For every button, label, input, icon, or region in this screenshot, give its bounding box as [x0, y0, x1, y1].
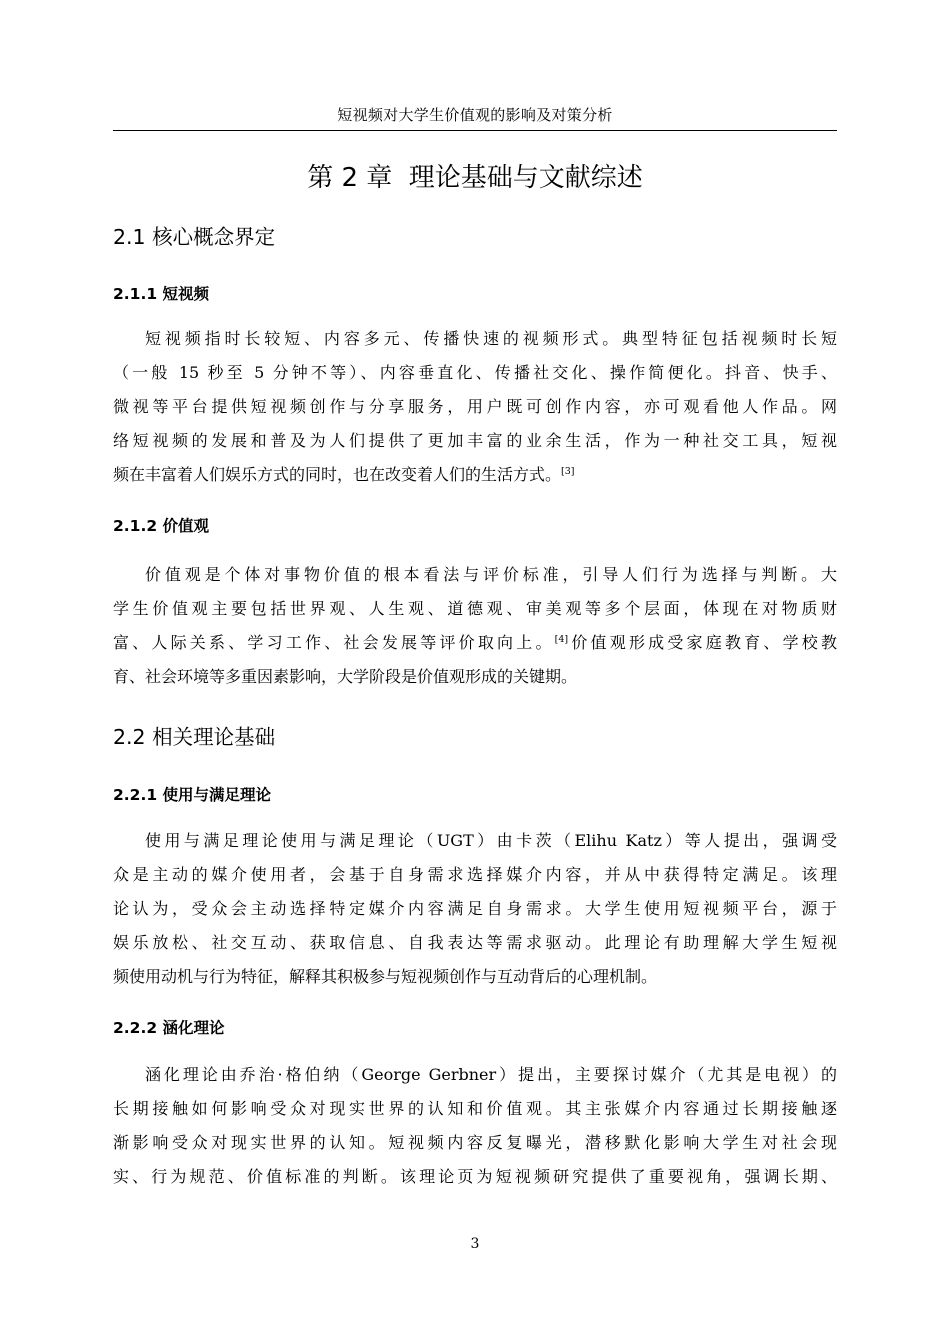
header-rule — [113, 130, 837, 131]
paragraph-line: 众是主动的媒介使用者，会基于自身需求选择媒介内容，并从中获得特定满足。该理 — [113, 865, 837, 884]
paragraph-line: 娱乐放松、社交互动、获取信息、自我表达等需求驱动。此理论有助理解大学生短视 — [113, 933, 837, 952]
paragraph-short-video — [113, 322, 837, 492]
section-heading-2-2: 2.2 相关理论基础 — [113, 725, 276, 749]
paragraph-uses-gratifications — [113, 824, 837, 994]
paragraph-line — [113, 458, 837, 492]
paragraph-line: （一般 15 秒至 5 分钟不等）、内容垂直化、传播社交化、操作简便化。抖音、快手、 — [113, 363, 837, 382]
citation-marker: [3] — [561, 466, 575, 477]
running-header: 短视频对大学生价值观的影响及对策分析 — [337, 106, 613, 124]
paragraph-line: 长期接触如何影响受众对现实世界的认知和价值观。其主张媒介内容通过长期接触逐 — [113, 1099, 837, 1118]
subsection-heading-2-2-2: 2.2.2 涵化理论 — [113, 1019, 225, 1037]
subsection-heading-2-1-1: 2.1.1 短视频 — [113, 285, 210, 303]
paragraph-line: 短视频指时长较短、内容多元、传播快速的视频形式。典型特征包括视频时长短 — [145, 329, 837, 348]
paragraph-line-text: 价值观形成受家庭教育、学校教 — [568, 633, 837, 652]
paragraph-line: 学生价值观主要包括世界观、人生观、道德观、审美观等多个层面，体现在对物质财 — [113, 599, 837, 618]
page-number: 3 — [470, 1236, 480, 1252]
paragraph-line: 络短视频的发展和普及为人们提供了更加丰富的业余生活，作为一种社交工具，短视 — [113, 431, 837, 450]
paragraph-line: 微视等平台提供短视频创作与分享服务，用户既可创作内容，亦可观看他人作品。网 — [113, 397, 837, 416]
paragraph-line: 涵化理论由乔治·格伯纳（George Gerbner）提出，主要探讨媒介（尤其是电视）的 — [145, 1065, 837, 1084]
paragraph-line: 育、社会环境等多重因素影响，大学阶段是价值观形成的关键期。 — [113, 667, 578, 686]
citation-marker: [4] — [554, 634, 569, 645]
paragraph-line: 实、行为规范、价值标准的判断。该理论页为短视频研究提供了重要视角，强调长期、 — [113, 1167, 837, 1186]
subsection-heading-2-1-2: 2.1.2 价值观 — [113, 517, 210, 535]
paragraph-line: 论认为，受众会主动选择特定媒介内容满足自身需求。大学生使用短视频平台，源于 — [113, 899, 837, 918]
paragraph-line — [113, 626, 837, 660]
paragraph-cultivation-theory — [113, 1058, 837, 1194]
paragraph-line-text: 富、人际关系、学习工作、社会发展等评价取向上。 — [113, 633, 555, 652]
chapter-title: 第 2 章 理论基础与文献综述 — [307, 163, 643, 193]
paragraph-line: 价值观是个体对事物价值的根本看法与评价标准，引导人们行为选择与判断。大 — [145, 565, 837, 584]
paragraph-line: 渐影响受众对现实世界的认知。短视频内容反复曝光，潜移默化影响大学生对社会现 — [113, 1133, 837, 1152]
subsection-heading-2-2-1: 2.2.1 使用与满足理论 — [113, 786, 272, 804]
section-heading-2-1: 2.1 核心概念界定 — [113, 225, 276, 249]
paragraph-values — [113, 558, 837, 694]
paragraph-line: 频使用动机与行为特征，解释其积极参与短视频创作与互动背后的心理机制。 — [113, 967, 658, 986]
paragraph-line-text: 频在丰富着人们娱乐方式的同时，也在改变着人们的生活方式。 — [113, 465, 562, 484]
paragraph-line: 使用与满足理论使用与满足理论（UGT）由卡茨（Elihu Katz）等人提出，强调受 — [145, 831, 837, 850]
